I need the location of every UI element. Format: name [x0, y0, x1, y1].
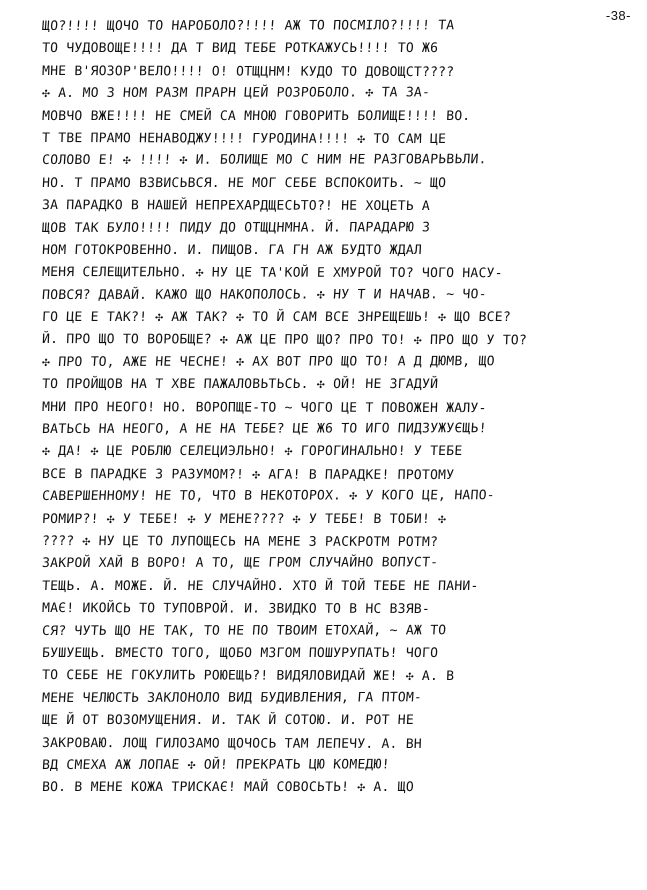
manuscript-line: ✣ А. МО З НОМ РАЗМ ПРАРН ЦЕЙ РОЗРОБОЛО. ✣ ТА ЗА- [41, 85, 431, 102]
manuscript-line: ЗА ПАРАДКО В НАШЕЙ НЕПРЕХАРДЩЕСЬТО?! НЕ ХОЦЕТЬ А [41, 198, 431, 215]
manuscript-line: Т ТВЕ ПРАМО НЕНАВОДЖУ!!!! ГУРОДИНА!!!! ✣ ТО САМ ЦЕ [41, 130, 447, 148]
manuscript-line: ВД СМЕХА АЖ ЛОПАЕ ✣ ОЙ! ПРЕКРАТЬ ЦЮ КОМЕДЮ! [41, 757, 391, 773]
manuscript-line: БУШУЕЩЬ. ВМЕСТО ТОГО, ЩОБО МЗГОМ ПОШУРУПАТЬ! ЧОГО [41, 645, 439, 661]
manuscript-line: НО. Т ПРАМО ВЗВИСЬВСЯ. НЕ МОГ СЕБЕ ВСПОКОИТЬ. ~ ЩО [41, 175, 447, 191]
manuscript-line: ЩЕ Й ОТ ВОЗОМУЩЕНИЯ. И. ТАК Й СОТОЮ. И. РОТ НЕ [41, 713, 415, 729]
manuscript-line: ВСЕ В ПАРАДКЕ З РАЗУМОМ?! ✣ АГА! В ПАРАДКЕ! ПРОТОМУ [41, 466, 455, 483]
manuscript-line: МАЄ! ИКОЙСЬ ТО ТУПОВРОЙ. И. ЗВИДКО ТО В НС ВЗЯВ- [41, 601, 431, 618]
manuscript-line: НОМ ГОТОКРОВЕННО. И. ПИЩОВ. ГА ГН АЖ БУДТО ЖДАЛ [41, 242, 423, 258]
manuscript-line: ЗАКРОВАЮ. ЛОЩ ГИЛОЗАМО ЩОЧОСЬ ТАМ ЛЕПЕЧУ. А. ВН [41, 735, 423, 752]
manuscript-line: СЯ? ЧУТЬ ЩО НЕ ТАК, ТО НЕ ПО ТВОИМ ЕТОХАЙ, ~ АЖ ТО [41, 622, 447, 639]
manuscript-text [42, 16, 622, 800]
manuscript-line: МЕНЕ ЧЕЛЮСТЬ ЗАКЛОНОЛО ВИД БУДИВЛЕНИЯ, ГА ПТОМ- [41, 690, 423, 706]
manuscript-line: ПОВСЯ? ДАВАЙ. КАЖО ЩО НАКОПОЛОСЬ. ✣ НУ Т И НАЧАВ. ~ ЧО- [41, 286, 488, 303]
manuscript-line: РОМИР?! ✣ У ТЕБЕ! ✣ У МЕНЕ???? ✣ У ТЕБЕ! В ТОБИ! ✣ [41, 511, 447, 527]
page-number: -38- [605, 8, 631, 23]
manuscript-line: ГО ЦЕ Е ТАК?! ✣ АЖ ТАК? ✣ ТО Й САМ ВСЕ ЗНРЕЩЕШЬ! ✣ ЩО ВСЕ? [41, 310, 512, 326]
manuscript-line: ВО. В МЕНЕ КОЖА ТРИСКАЄ! МАЙ СОВОСЬТЬ! ✣ А. ЩО [41, 780, 415, 796]
manuscript-line: ЩОВ ТАК БУЛО!!!! ПИДУ ДО ОТЩЦНМНА. Й. ПАРАДАРЮ З [41, 219, 431, 236]
manuscript-line: ???? ✣ НУ ЦЕ ТО ЛУПОЩЕСЬ НА МЕНЕ З РАСКРОТМ РОТМ? [41, 533, 439, 551]
manuscript-line: МНИ ПРО НЕОГО! НО. ВОРОПЩЕ-ТО ~ ЧОГО ЦЕ Т ПОВОЖЕН ЖАЛУ- [41, 399, 487, 416]
manuscript-line: САВЕРШЕННОМУ! НЕ ТО, ЧТО В НЕКОТОРОХ. ✣ У КОГО ЦЕ, НАПО- [41, 488, 496, 505]
manuscript-line: ТЕЩЬ. А. МОЖЕ. Й. НЕ СЛУЧАЙНО. ХТО Й ТОЙ ТЕБЕ НЕ ПАНИ- [41, 578, 479, 594]
manuscript-line: ВАТЬСЬ НА НЕОГО, А НЕ НА ТЕБЕ? ЦЕ Ж6 ТО ИГО ПИДЗУЖУЄЩЬ! [41, 421, 488, 438]
manuscript-line: ТО ПРОЙЩОВ НА Т ХВЕ ПАЖАЛОВЬТЬСЬ. ✣ ОЙ! НЕ ЗГАДУЙ [41, 377, 439, 393]
manuscript-line: ✣ ДА! ✣ ЦЕ РОБЛЮ СЕЛЕЦИЭЛЬНО! ✣ ГОРОГИНАЛЬНО! У ТЕБЕ [41, 444, 463, 460]
manuscript-line: ТО СЕБЕ НЕ ГОКУЛИТЬ РОЮЕЩЬ?! ВИДЯЛОВИДАЙ ЖЕ! ✣ А. В [41, 668, 455, 685]
manuscript-line: МЕНЯ СЕЛЕЩИТЕЛЬНО. ✣ НУ ЦЕ ТА'КОЙ Е ХМУРОЙ ТО? ЧОГО НАСУ- [41, 265, 504, 282]
manuscript-line: Й. ПРО ЩО ТО ВОРОБЩЕ? ✣ АЖ ЦЕ ПРО ЩО? ПРО ТО! ✣ ПРО ЩО У ТО? [41, 332, 528, 349]
manuscript-line: ЩО?!!!! ЩОЧО ТО НАРОБОЛО?!!!! АЖ ТО ПОСМІЛО?!!!! ТА [41, 18, 455, 34]
manuscript-line: ЗАКРОЙ ХАЙ В ВОРО! А ТО, ЩЕ ГРОМ СЛУЧАЙНО ВОПУСТ- [41, 555, 439, 572]
manuscript-line: МНЕ В'ЯОЗОР'ВЕЛО!!!! О! ОТЩЦНМ! КУДО ТО ДОВОЩСТ???? [41, 63, 455, 80]
manuscript-line: СОЛОВО Е! ✣ !!!! ✣ И. БОЛИЩЕ МО С НИМ НЕ РАЗГОВАРЬВЬЛИ. [41, 152, 488, 169]
manuscript-line: ✣ ПРО ТО, АЖЕ НЕ ЧЕСНЕ! ✣ АХ ВОТ ПРО ЩО ТО! А Д ДЮМВ, ЩО [41, 354, 496, 370]
manuscript-line: ТО ЧУДОВОЩЕ!!!! ДА Т ВИД ТЕБЕ РОТКАЖУСЬ!!!! ТО Ж6 [41, 41, 439, 57]
manuscript-line: МОВЧО ВЖЕ!!!! НЕ СМЕЙ СА МНОЮ ГОВОРИТЬ БОЛИЩЕ!!!! ВО. [41, 108, 471, 124]
